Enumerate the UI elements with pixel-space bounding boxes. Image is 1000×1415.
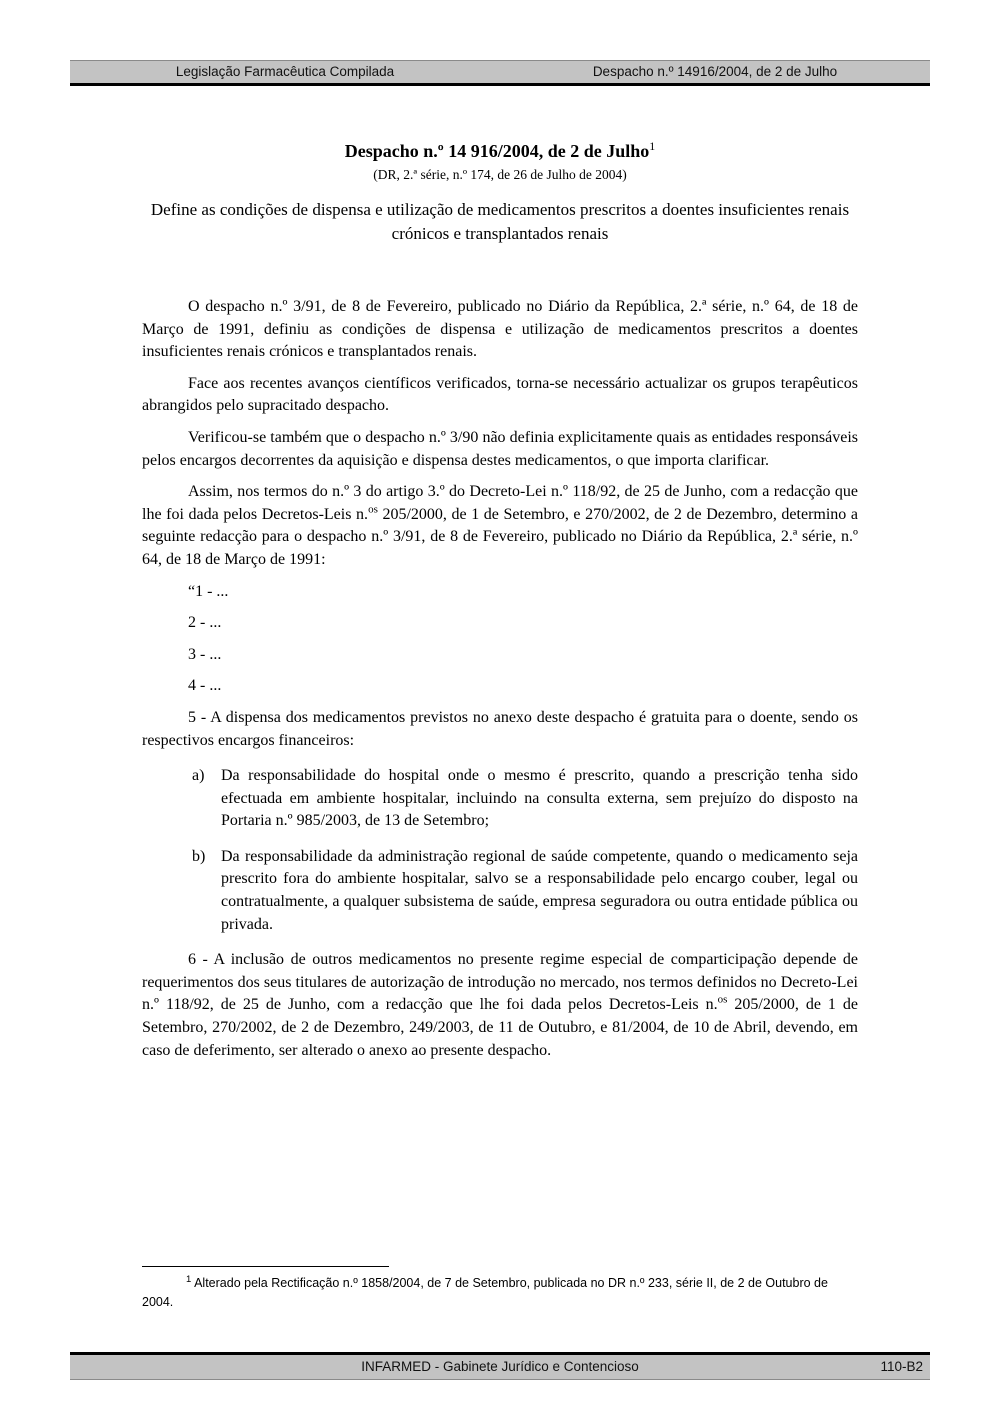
paragraph [142,949,858,1062]
text-segment: “1 - ... [188,582,229,600]
text-segment: O despacho n.º 3/91, de 8 de Fevereiro, publicado no Diário da República, 2.ª série, n.º 64, de 18 de Março de 1991, definiu as condições de dispensa e utilização de medicamentos prescritos a doentes insuficientes renais crónicos e transplantados renais. [142,298,858,361]
paragraph [142,427,858,472]
superscript-text: os [368,503,378,516]
quoted-list-item [142,644,858,667]
footnote-text [142,1274,858,1311]
text-segment: 4 - ... [188,677,222,695]
text-segment: 205/2000, de 1 de Setembro, e 270/2002, de 2 de Dezembro, determino a seguinte redacção para o despacho n.º 3/91, de 8 de Fevereiro, publicado no Diário da República, 2.ª série, n.º 64, de 18 de Março de 1991: [142,505,859,568]
list-item-label: a) [192,767,205,785]
text-segment: 205/2000, de 1 de Setembro, 270/2002, de 2 de Dezembro, 249/2003, de 11 de Outubro, e 81/2004, de 10 de Abril, devendo, em caso de deferimento, ser alterado o anexo ao presente despacho. [142,996,858,1059]
footnote-reference[interactable]: 1 [649,139,656,153]
paragraph [142,373,858,418]
document-summary: Define as condições de dispensa e utilização de medicamentos prescritos a doentes insuficientes renais crónicos e transplantados renais [150,200,850,243]
list-item [142,765,858,833]
footer-organization: INFARMED - Gabinete Jurídico e Contencioso [361,1359,639,1374]
footnote-separator [142,1266,389,1267]
text-segment: 3 - ... [188,645,222,663]
page-header-bar [70,60,930,86]
text-segment: 6 - A inclusão de outros medicamentos no presente regime especial de comparticipação depende de requerimentos dos seus titulares de autorização de introdução no mercado, nos termos definidos no Decreto-Lei n.º 118/92, de 25 de Junho, com a redacção que lhe foi dada pelos Decretos-Leis n. [142,951,858,1014]
text-segment: Da responsabilidade da administração regional de saúde competente, quando o medicamento seja prescrito fora do ambiente hospitalar, salvo se a responsabilidade pelo encargo couber, legal ou contratualmente, a qualquer subsistema de saúde, empresa seguradora ou outra entidade pública ou privada. [221,847,858,933]
document-body [142,296,858,1062]
paragraph [142,296,858,364]
footnote-number: 1 [186,1273,192,1285]
quoted-list-item [142,675,858,698]
footnote-section [142,1266,858,1311]
text-segment: Da responsabilidade do hospital onde o mesmo é prescrito, quando a prescrição tenha sido efectuada em ambiente hospitalar, incluindo na consulta externa, sem prejuízo do disposto na Portaria n.º 985/2003, de 13 de Setembro; [221,767,858,830]
text-segment: Assim, nos termos do n.º 3 do artigo 3.º do Decreto-Lei n.º 118/92, de 25 de Junho, com a redacção que lhe foi dada pelos Decretos-Leis n. [142,483,858,523]
list-item [142,846,858,936]
text-segment: Verificou-se também que o despacho n.º 3/90 não definia explicitamente quais as entidades responsáveis pelos encargos decorrentes da aquisição e dispensa destes medicamentos, o que importa clarificar. [142,428,858,469]
quoted-list-item [142,612,858,635]
document-subtitle: (DR, 2.ª série, n.º 174, de 26 de Julho de 2004) [373,167,627,182]
superscript-text: os [717,994,728,1007]
header-collection-title: Legislação Farmacêutica Compilada [175,64,395,79]
header-document-title: Despacho n.º 14916/2004, de 2 de Julho [592,64,838,79]
text-segment: Face aos recentes avanços científicos verificados, torna-se necessário actualizar os grupos terapêuticos abrangidos pelo supracitado despacho. [142,374,858,415]
footer-page-number: 110-B2 [880,1359,923,1374]
paragraph [142,707,858,752]
document-title [142,140,858,163]
page-footer-bar [70,1352,930,1380]
text-segment: 5 - A dispensa dos medicamentos previstos no anexo deste despacho é gratuita para o doente, sendo os respectivos encargos financeiros: [142,708,858,749]
quoted-list-item [142,581,858,604]
document-title-text: Despacho n.º 14 916/2004, de 2 de Julho [344,141,650,161]
list-item-label: b) [192,847,206,865]
document-content [142,140,858,1071]
footnote-body: Alterado pela Rectificação n.º 1858/2004, de 7 de Setembro, publicada no DR n.º 233, série II, de 2 de Outubro de 2004. [142,1276,828,1309]
paragraph [142,481,858,571]
text-segment: 2 - ... [188,614,222,632]
